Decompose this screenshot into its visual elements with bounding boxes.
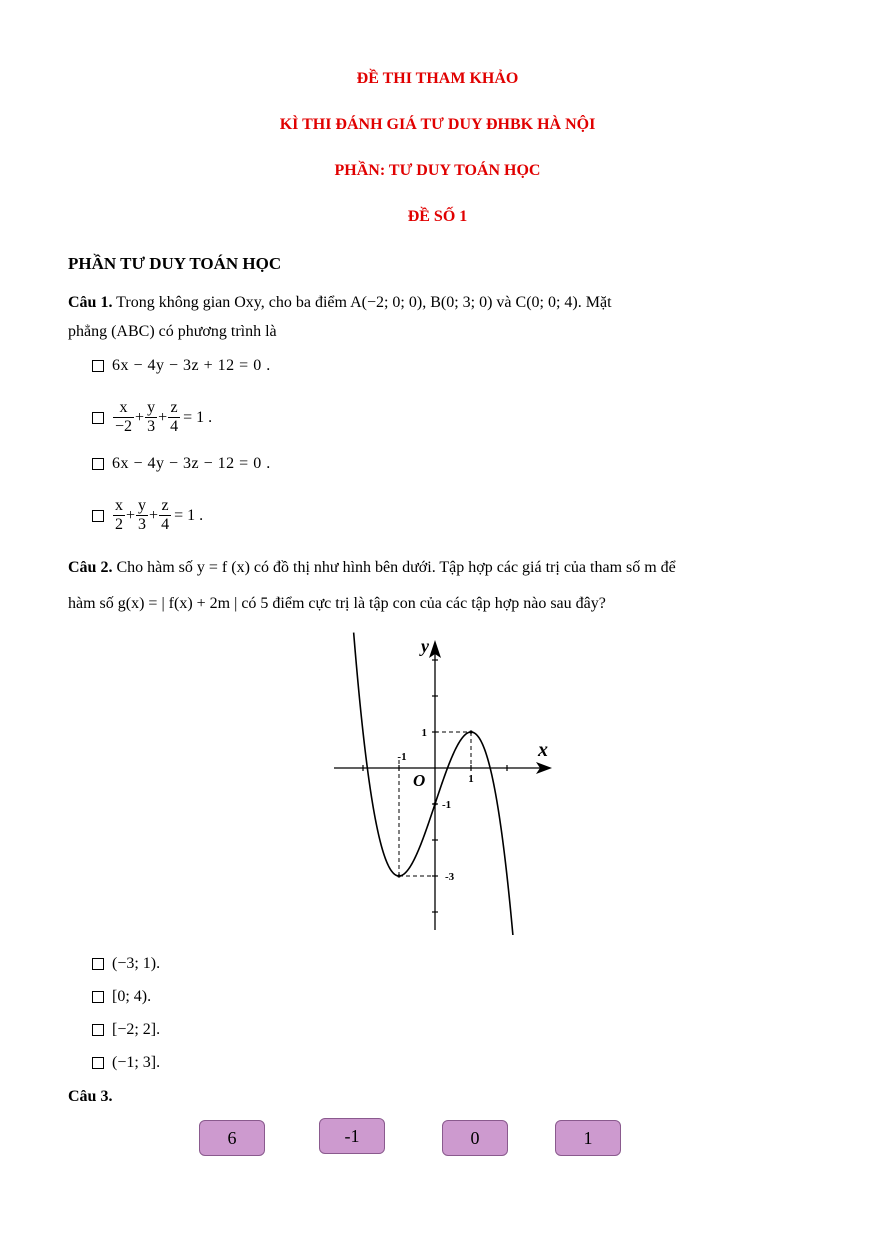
q1-option-3-text: 6x − 4y − 3z − 12 = 0 . [112, 455, 271, 472]
answer-chip-2[interactable]: -1 [319, 1118, 385, 1154]
key-point [433, 802, 436, 805]
q2-option-4-text: (−1; 3]. [112, 1054, 161, 1071]
curve-series [354, 633, 514, 935]
header-title-1: ĐỀ THI THAM KHẢO [356, 70, 519, 87]
section-title: PHẦN TƯ DUY TOÁN HỌC [68, 254, 282, 273]
question-2-text-b: hàm số g(x) = | f(x) + 2m | có 5 điểm cực trị là tập con của các tập hợp nào sau đây? [68, 595, 606, 612]
tick-label-x-neg1: -1 [397, 751, 407, 763]
q2-option-3-text: [−2; 2]. [112, 1021, 161, 1038]
question-1 [68, 288, 808, 346]
q1-option-2[interactable]: $\frac{x}{-2}$ + $\frac{y}{3}$ + $\frac{z}{4}$ = 1 . [92, 392, 212, 444]
q2-option-1[interactable] [92, 952, 160, 976]
answer-chip-3[interactable]: 0 [442, 1120, 508, 1156]
checkbox-icon[interactable] [92, 958, 104, 970]
tick-label-y-neg1: -1 [442, 799, 452, 811]
checkbox-icon[interactable] [92, 412, 104, 424]
checkbox-icon[interactable] [92, 1057, 104, 1069]
question-1-text-b: phẳng (ABC) có phương trình là [68, 323, 277, 340]
header-title-3: PHẦN: TƯ DUY TOÁN HỌC [334, 162, 541, 179]
fraction: $\frac{x}{-2}$ [115, 399, 133, 435]
function-graph [320, 630, 570, 935]
question-1-label: Câu 1. [68, 294, 113, 311]
q2-option-4[interactable] [92, 1051, 160, 1075]
q2-option-2[interactable] [92, 985, 151, 1009]
fraction: $\frac{y}{3}$ [147, 399, 156, 435]
header-title-4: ĐỀ SỐ 1 [407, 208, 468, 225]
origin-label: O [413, 771, 426, 790]
checkbox-icon[interactable] [92, 458, 104, 470]
question-1-text-a: Trong không gian Oxy, cho ba điểm A(−2; 0; 0), B(0; 3; 0) và C(0; 0; 4). Mặt [112, 294, 612, 311]
question-2 [68, 550, 808, 622]
fraction: $\frac{y}{3}$ [138, 497, 147, 533]
answer-chip-1[interactable]: 6 [199, 1120, 265, 1156]
fraction: $\frac{x}{2}$ [115, 497, 123, 533]
header-title-2: KÌ THI ĐÁNH GIÁ TƯ DUY ĐHBK HÀ NỘI [279, 116, 596, 133]
q1-option-4[interactable]: $\frac{x}{2}$ + $\frac{y}{3}$ + $\frac{z}{4}$ = 1 . [92, 490, 203, 542]
y-axis-label: y [421, 636, 429, 656]
checkbox-icon[interactable] [92, 510, 104, 522]
q1-option-1-text: 6x − 4y − 3z + 12 = 0 . [112, 357, 271, 374]
q2-option-3[interactable] [92, 1018, 160, 1042]
checkbox-icon[interactable] [92, 991, 104, 1003]
q1-option-3[interactable] [92, 452, 271, 476]
key-point [469, 730, 472, 733]
q2-option-1-text: (−3; 1). [112, 955, 161, 972]
tick-label-y-neg3: -3 [445, 871, 455, 883]
fraction: $\frac{z}{4}$ [161, 497, 170, 533]
question-2-label: Câu 2. [68, 559, 113, 576]
question-2-text-a: Cho hàm số y = f (x) có đồ thị như hình bên dưới. Tập hợp các giá trị của tham số m để [112, 559, 676, 576]
checkbox-icon[interactable] [92, 360, 104, 372]
q1-option-1[interactable] [92, 354, 271, 378]
question-3-label: Câu 3. [68, 1088, 113, 1105]
answer-chip-4[interactable]: 1 [555, 1120, 621, 1156]
checkbox-icon[interactable] [92, 1024, 104, 1036]
key-point [397, 874, 400, 877]
axes [334, 640, 552, 930]
tick-label-y-1: 1 [421, 727, 427, 739]
q2-option-2-text: [0; 4). [112, 988, 152, 1005]
x-axis-label: x [538, 739, 548, 761]
fraction: $\frac{z}{4}$ [170, 399, 179, 435]
tick-label-x-1: 1 [468, 773, 474, 785]
